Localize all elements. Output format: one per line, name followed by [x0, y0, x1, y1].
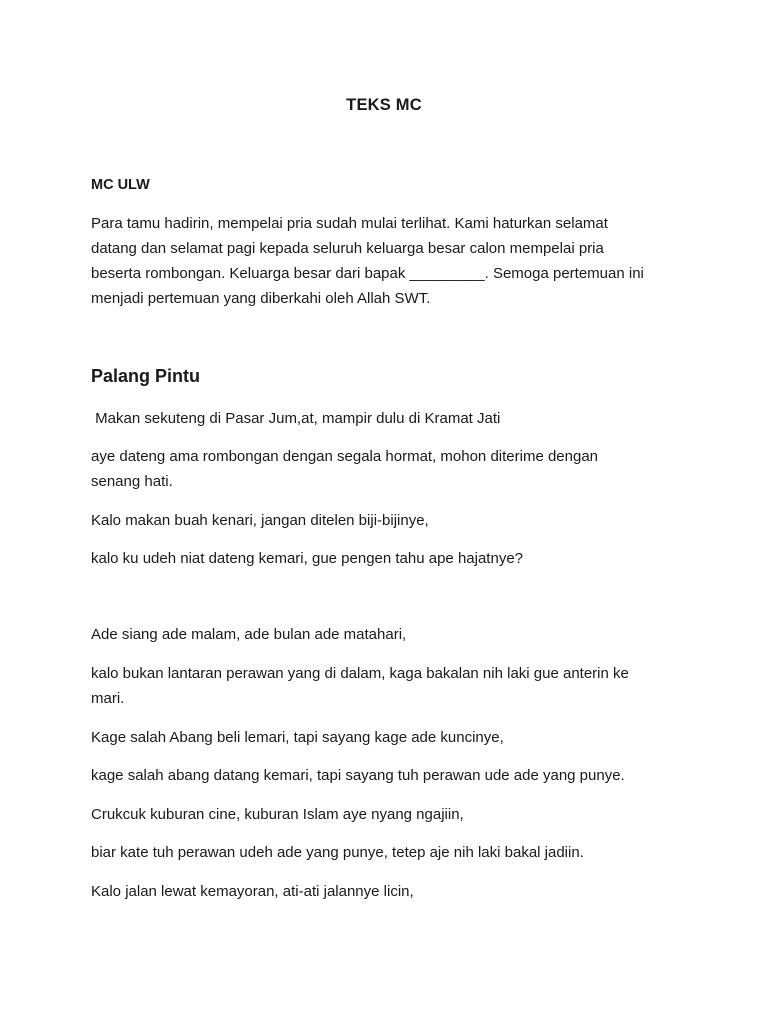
verse-line: aye dateng ama rombongan dengan segala hormat, mohon diterime dengan — [91, 448, 599, 465]
verse-line: Makan sekuteng di Pasar Jum,at, mampir dulu di Kramat Jati — [91, 410, 501, 427]
verse-line: biar kate tuh perawan udeh ade yang punye, tetep aje nih laki bakal jadiin. — [91, 844, 584, 861]
verse-line: kalo ku udeh niat dateng kemari, gue pengen tahu ape hajatnye? — [91, 550, 523, 567]
verse-line: mari. — [91, 690, 125, 707]
section-heading: Palang Pintu — [91, 366, 201, 386]
intro-line: datang dan selamat pagi kepada seluruh keluarga besar calon mempelai pria — [91, 240, 604, 257]
document-title: TEKS MC — [346, 96, 422, 114]
intro-line: beserta rombongan. Keluarga besar dari bapak _________. Semoga pertemuan ini — [91, 265, 644, 282]
section-label: MC ULW — [91, 177, 150, 193]
verse-line: Kage salah Abang beli lemari, tapi sayang kage ade kuncinye, — [91, 729, 504, 746]
verse-line: kage salah abang datang kemari, tapi sayang tuh perawan ude ade yang punye. — [91, 767, 625, 784]
verse-line: kalo bukan lantaran perawan yang di dalam, kaga bakalan nih laki gue anterin ke — [91, 665, 629, 682]
verse-line: Ade siang ade malam, ade bulan ade matahari, — [91, 626, 407, 643]
verse-line: senang hati. — [91, 473, 173, 490]
verse-line: Crukcuk kuburan cine, kuburan Islam aye nyang ngajiin, — [91, 806, 464, 823]
intro-line: Para tamu hadirin, mempelai pria sudah mulai terlihat. Kami haturkan selamat — [91, 215, 608, 232]
intro-line: menjadi pertemuan yang diberkahi oleh Allah SWT. — [91, 290, 431, 307]
verse-line: Kalo makan buah kenari, jangan ditelen biji-bijinye, — [91, 512, 429, 529]
intro-paragraph — [91, 211, 683, 311]
verse-line: Kalo jalan lewat kemayoran, ati-ati jalannye licin, — [91, 883, 414, 900]
